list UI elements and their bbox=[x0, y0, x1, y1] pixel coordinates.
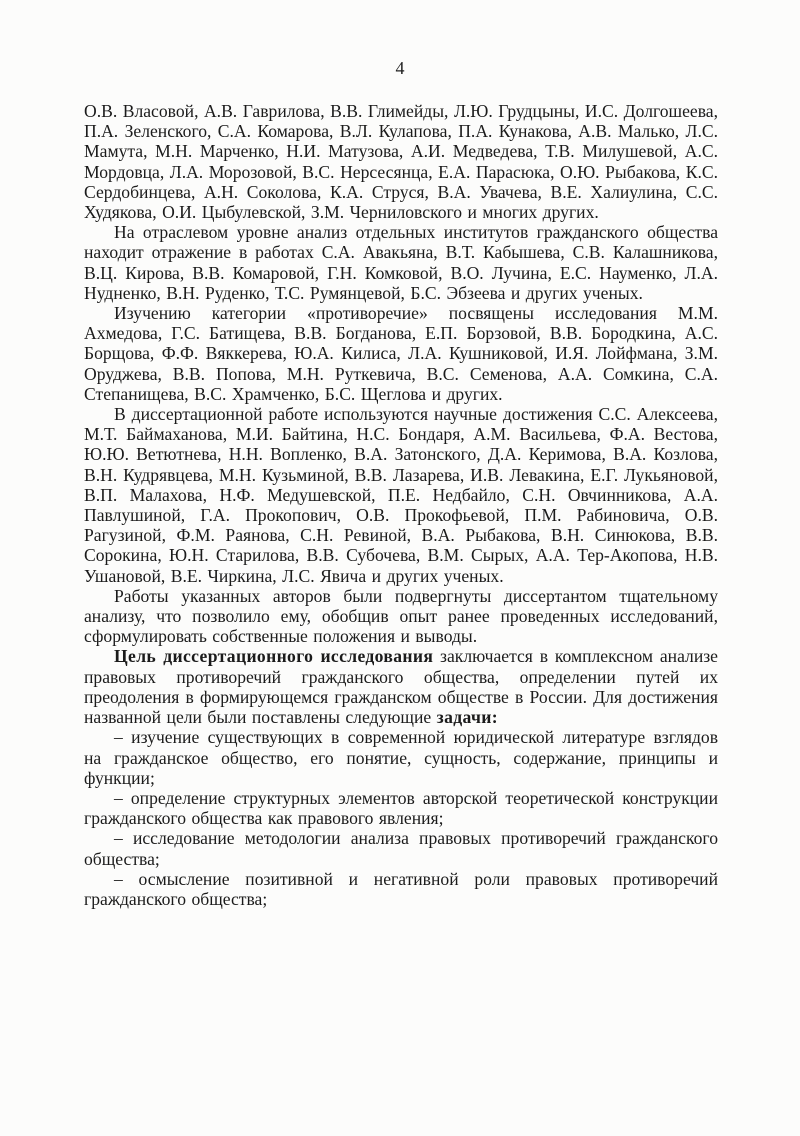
goal-bold-lead: Цель диссертационного исследования bbox=[114, 646, 434, 667]
document-body bbox=[84, 101, 718, 909]
task-item: – осмысление позитивной и негативной роли правовых противоречий гражданского общества; bbox=[84, 868, 718, 909]
task-item: – исследование методологии анализа правовых противоречий гражданского общества; bbox=[84, 828, 718, 869]
paragraph-authors-continuation: О.В. Власовой, А.В. Гаврилова, В.В. Глимейды, Л.Ю. Грудцыны, И.С. Долгошеева, П.А. Зеленского, С.А. Комарова, В.Л. Кулапова, П.А. Кунакова, А.В. Малько, Л.С. Мамута, М.Н. Марченко, Н.И. Матузова, А.И. Медведева, Т.В. Милушевой, А.С. Мордовца, Л.А. Морозовой, В.С. Нерсесянца, Е.А. Парасюка, О.Ю. Рыбакова, К.С. Сердобинцева, А.Н. Соколова, К.А. Струся, В.А. Увачева, В.Е. Халиулина, С.С. Худякова, О.И. Цыбулевской, З.М. Черниловского и многих других. bbox=[84, 101, 718, 223]
task-item: – изучение существующих в современной юридической литературе взглядов на гражданское общество, его понятие, сущность, содержание, принципы и функции; bbox=[84, 727, 718, 788]
task-item: – определение структурных элементов авторской теоретической конструкции гражданского общества как правового явления; bbox=[84, 787, 718, 829]
paragraph-authors-analysis: Работы указанных авторов были подвергнуты диссертантом тщательному анализу, что позволило ему, обобщив опыт ранее проведенных исследований, сформулировать собственные положения и выводы. bbox=[84, 585, 718, 647]
paragraph-dissertation-sources: В диссертационной работе используются научные достижения С.С. Алексеева, М.Т. Баймаханова, М.И. Байтина, Н.С. Бондаря, А.М. Васильева, Ф.А. Вестова, Ю.Ю. Ветютнева, Н.Н. Вопленко, В.А. Затонского, Д.А. Керимова, В.А. Козлова, В.Н. Кудрявцева, М.Н. Кузьминой, В.В. Лазарева, И.В. Левакина, Е.Г. Лукьяновой, В.П. Малахова, Н.Ф. Медушевской, П.Е. Недбайло, С.Н. Овчинникова, А.А. Павлушиной, Г.А. Прокопович, О.В. Прокофьевой, П.М. Рабиновича, О.В. Рагузиной, Ф.М. Раянова, С.Н. Ревиной, В.А. Рыбакова, В.Н. Синюкова, В.В. Сорокина, Ю.Н. Старилова, В.В. Субочева, В.М. Сырых, А.А. Тер-Акопова, Н.В. Ушановой, В.Е. Чиркина, Л.С. Явича и других ученых. bbox=[84, 404, 718, 586]
paragraph-branch-level: На отраслевом уровне анализ отдельных институтов гражданского общества находит отражение в работах С.А. Авакьяна, В.Т. Кабышева, С.В. Калашникова, В.Ц. Кирова, В.В. Комаровой, Г.Н. Комковой, В.О. Лучина, Е.С. Науменко, Л.А. Нудненко, В.Н. Руденко, Т.С. Румянцевой, Б.С. Эбзеева и других ученых. bbox=[84, 222, 718, 303]
page-number: 4 bbox=[395, 58, 405, 78]
goal-middle-text: заключается в комплексном анализе правовых противоречий гражданского общества, определении путей их преодоления в формирующемся гражданском обществе в России. Для достижения названной цели были поставлены следующие bbox=[84, 646, 718, 728]
goal-bold-tail: задачи: bbox=[436, 707, 498, 728]
paragraph-contradiction-category: Изучению категории «противоречие» посвящены исследования М.М. Ахмедова, Г.С. Батищева, В.В. Богданова, Е.П. Борзовой, В.В. Бородкина, А.С. Борщова, Ф.Ф. Вяккерева, Ю.А. Килиса, Л.А. Кушниковой, И.Я. Лойфмана, З.М. Оруджева, В.В. Попова, М.Н. Руткевича, В.С. Семенова, А.А. Сомкина, С.А. Степанищева, В.С. Храмченко, Б.С. Щеглова и других. bbox=[84, 303, 718, 404]
paragraph-goal bbox=[84, 646, 718, 727]
